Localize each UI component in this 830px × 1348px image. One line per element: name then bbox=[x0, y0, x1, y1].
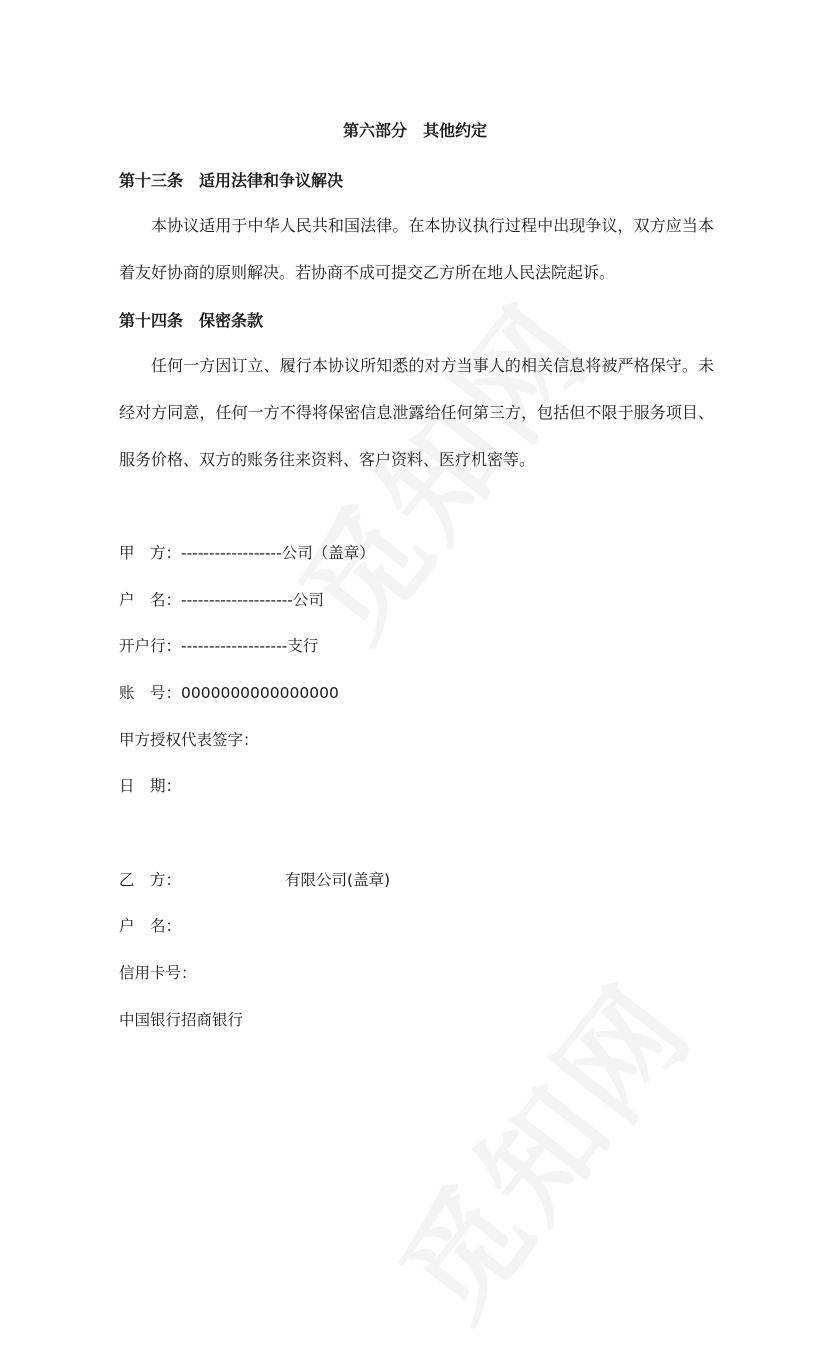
account-name-label: 户 名： bbox=[119, 917, 182, 935]
article-number: 第十三条 bbox=[119, 171, 184, 190]
signature-label: 甲方授权代表签字： bbox=[119, 731, 259, 749]
article-14-body: 任何一方因订立、履行本协议所知悉的对方当事人的相关信息将被严格保守。未经对方同意，任何一方不得将保密信息泄露给任何第三方，包括但不限于服务项目、服务价格、双方的账务往来资料、客户资料、医疗机密等。 bbox=[119, 356, 714, 469]
party-a-account-number-row bbox=[119, 681, 339, 703]
section-title: 第六部分 其他约定 bbox=[342, 121, 487, 140]
party-b-account-name-row bbox=[119, 914, 181, 936]
card-number-label: 信用卡号： bbox=[119, 964, 197, 982]
party-a-value: ------------------公司（盖章） bbox=[181, 544, 375, 562]
account-name-value: --------------------公司 bbox=[181, 591, 324, 609]
party-b-row bbox=[119, 868, 390, 890]
party-a-account-name-row bbox=[119, 588, 324, 610]
account-name-label: 户 名： bbox=[119, 591, 182, 609]
watermark bbox=[355, 944, 723, 1348]
article-13-body: 本协议适用于中华人民共和国法律。在本协议执行过程中出现争议，双方应当本着友好协商的原则解决。若协商不成可提交乙方所在地人民法院起诉。 bbox=[119, 216, 714, 282]
article-13-heading bbox=[119, 168, 343, 191]
article-heading-text: 保密条款 bbox=[199, 311, 264, 330]
date-label: 日 期： bbox=[119, 777, 182, 795]
article-heading-text: 适用法律和争议解决 bbox=[199, 171, 344, 190]
party-a-label: 甲 方： bbox=[119, 544, 182, 562]
account-number-label: 账 号： bbox=[119, 684, 182, 702]
party-a-date-row bbox=[119, 774, 181, 796]
party-b-value: 有限公司(盖章) bbox=[285, 871, 391, 889]
party-b-label: 乙 方： bbox=[119, 871, 182, 889]
account-number-value: 0000000000000000 bbox=[181, 684, 339, 702]
bank-value: -------------------支行 bbox=[181, 637, 319, 655]
article-number: 第十四条 bbox=[119, 311, 184, 330]
party-a-signature-row bbox=[119, 728, 259, 750]
party-b-bank-line: 中国银行招商银行 bbox=[119, 1011, 244, 1029]
party-a-row bbox=[119, 541, 375, 563]
party-a-bank-row bbox=[119, 634, 318, 656]
bank-label: 开户行： bbox=[119, 637, 182, 655]
article-14-heading bbox=[119, 308, 263, 331]
party-b-card-row bbox=[119, 961, 197, 983]
